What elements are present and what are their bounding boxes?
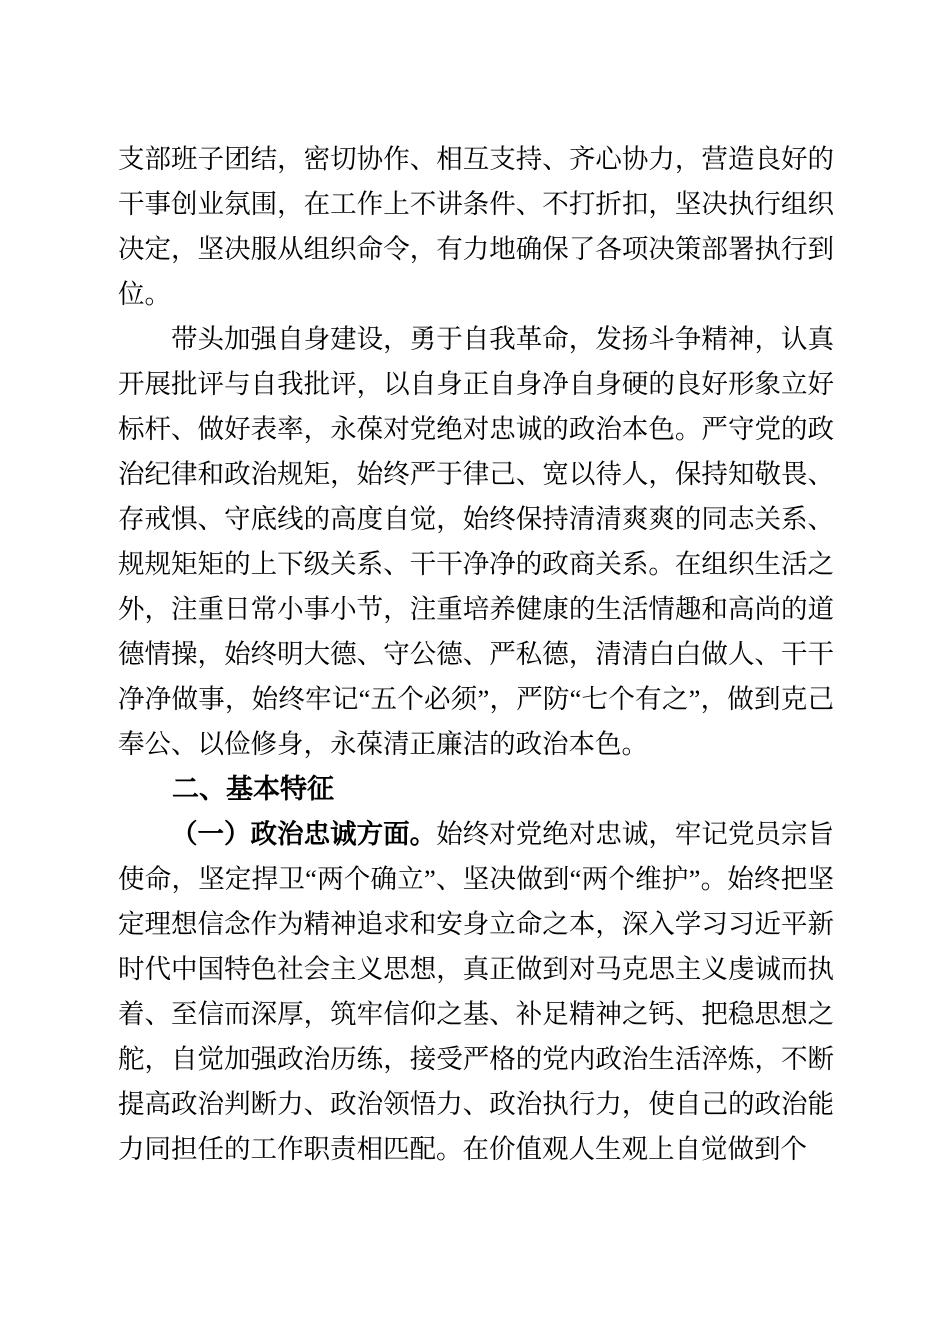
paragraph-continuation: 支部班子团结，密切协作、相互支持、齐心协力，营造良好的干事创业氛围，在工作上不讲条件、不打折扣，坚决执行组织决定，坚决服从组织命令，有力地确保了各项决策部署执行到位。	[118, 144, 834, 309]
paragraph-political-loyalty	[118, 812, 834, 1172]
document-page	[118, 137, 834, 1172]
paragraph-self-building: 带头加强自身建设，勇于自我革命，发扬斗争精神，认真开展批评与自我批评，以自身正自身净自身硬的良好形象立好标杆、做好表率，永葆对党绝对忠诚的政治本色。严守党的政治纪律和政治规矩，始终严于律己、宽以待人，保持知敬畏、存戒惧、守底线的高度自觉，始终保持清清爽爽的同志关系、规规矩矩的上下级关系、干干净净的政商关系。在组织生活之外，注重日常小事小节，注重培养健康的生活情趣和高尚的道德情操，始终明大德、守公德、严私德，清清白白做人、干干净净做事，始终牢记“五个必须”，严防“七个有之”，做到克己奉公、以俭修身，永葆清正廉洁的政治本色。	[118, 324, 834, 759]
section-heading: 二、基本特征	[172, 774, 334, 804]
subsection-body: 始终对党绝对忠诚，牢记党员宗旨使命，坚定捍卫“两个确立”、坚决做到“两个维护”。始终把坚定理想信念作为精神追求和安身立命之本，深入学习习近平新时代中国特色社会主义思想，真正做到对马克思主义虔诚而执着、至信而深厚，筑牢信仰之基、补足精神之钙、把稳思想之舵，自觉加强政治历练，接受严格的党内政治生活淬炼，不断提高政治判断力、政治领悟力、政治执行力，使自己的政治能力同担任的工作职责相匹配。在价值观人生观上自觉做到个	[118, 819, 835, 1164]
subsection-lead: （一）政治忠诚方面。	[171, 819, 437, 849]
